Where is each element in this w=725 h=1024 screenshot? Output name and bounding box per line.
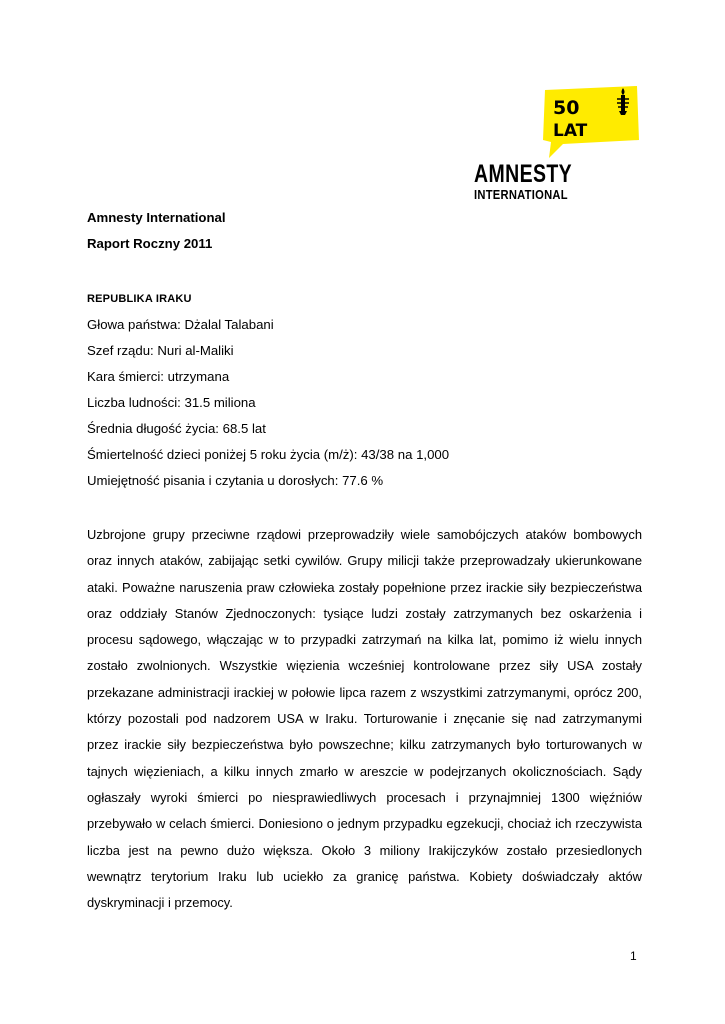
fact-head-of-government: Szef rządu: Nuri al-Maliki	[87, 343, 234, 358]
section-title: REPUBLIKA IRAKU	[87, 293, 192, 305]
body-paragraph: Uzbrojone grupy przeciwne rządowi przeprowadziły wiele samobójczych ataków bombowych oraz innych ataków, zabijając setki cywilów. Grupy milicji także przeprowadzały ukierunkowane ataki. Poważne naruszenia praw człowieka zostały popełnione przez irackie siły bezpieczeństwa oraz oddziały Stanów Zjednoczonych: tysiące ludzi zostały zatrzymanych bez oskarżenia i procesu sądowego, włączając w to przypadki zatrzymań na kilka lat, pomimo iż wielu innych zostało zwolnionych. Wszystkie więzienia wcześniej kontrolowane przez siły USA zostały przekazane administracji irackiej w połowie lipca razem z wszystkimi zatrzymanymi, oprócz 200, którzy pozostali pod nadzorem USA w Iraku. Torturowanie i znęcanie się nad zatrzymanymi przez irackie siły bezpieczeństwa było powszechne; kilku zatrzymanych było torturowanych w tajnych więzieniach, a kilku innych zmarło w areszcie w podejrzanych okolicznościach. Sądy ogłaszały wyroki śmierci po niesprawiedliwych procesach i przynajmniej 1300 więźniów przebywało w celach śmierci. Doniesiono o jednym przypadku egzekucji, chociaż ich rzeczywista liczba jest na pewno dużo większa. Około 3 miliony Irakijczyków zostało przesiedlonych wewnątrz terytorium Iraku lub uciekło za granicę państwa. Kobiety doświadczały aktów dyskryminacji i przemocy.	[87, 527, 642, 911]
badge-text-50: 50	[553, 97, 580, 119]
fact-death-penalty: Kara śmierci: utrzymana	[87, 369, 230, 384]
header-organization: Amnesty International	[87, 210, 226, 225]
badge-bubble-shape	[541, 84, 641, 160]
page-number: 1	[630, 949, 637, 963]
wordmark-international: INTERNATIONAL	[474, 187, 568, 202]
badge-text-lat: LAT	[553, 121, 588, 141]
fact-life-expectancy: Średnia długość życia: 68.5 lat	[87, 421, 266, 436]
anniversary-badge	[541, 84, 641, 160]
country-facts	[87, 312, 642, 494]
amnesty-wordmark	[474, 162, 634, 201]
fact-literacy: Umiejętność pisania i czytania u dorosłych: 77.6 %	[87, 473, 384, 488]
fact-head-of-state: Głowa państwa: Dżalal Talabani	[87, 317, 274, 332]
fact-population: Liczba ludności: 31.5 miliona	[87, 395, 256, 410]
header-report-title: Raport Roczny 2011	[87, 236, 213, 251]
wordmark-amnesty: AMNESTY	[474, 160, 573, 188]
fact-child-mortality: Śmiertelność dzieci poniżej 5 roku życia (m/ż): 43/38 na 1,000	[87, 447, 450, 462]
report-header	[87, 205, 642, 257]
